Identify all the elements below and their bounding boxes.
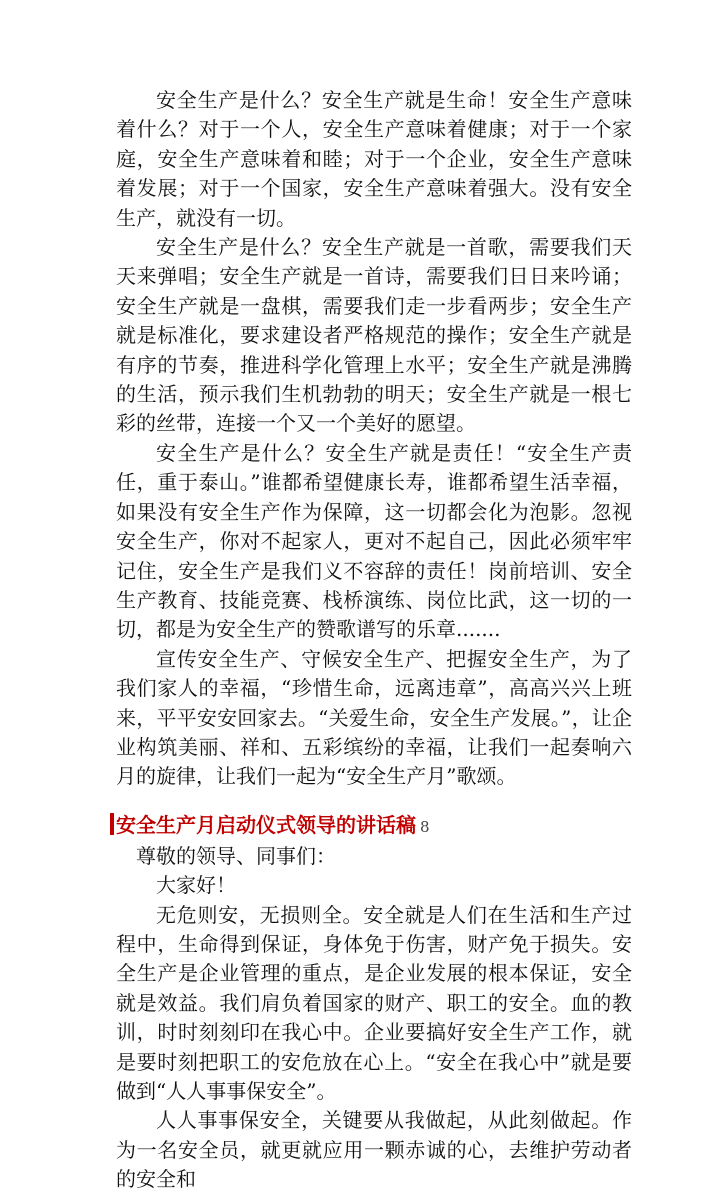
paragraph-life: 安全生产是什么？安全生产就是生命！安全生产意味着什么？对于一个人，安全生产意味着健康；对于一个家庭，安全生产意味着和睦；对于一个企业，安全生产意味着发展；对于一个国家，安全生产意味着强大。没有安全生产，就没有一切。 (116, 88, 632, 230)
paragraph-responsibility: 安全生产是什么？安全生产就是责任！“安全生产责任，重于泰山。”谁都希望健康长寿，谁都希望生活幸福，如果没有安全生产作为保障，这一切都会化为泡影。忽视安全生产，你对不起家人，更对不起自己，因此必须牢牢记住，安全生产是我们义不容辞的责任！岗前培训、安全生产教育、技能竞赛、栈桥演练、岗位比武，这一切的一切，都是为安全生产的赞歌谱写的乐章....... (116, 440, 632, 642)
heading-number: 8 (420, 817, 430, 836)
salutation: 尊敬的领导、同事们： (136, 843, 336, 868)
heading-marker-bar (110, 813, 114, 835)
paragraph-safety-definition: 无危则安，无损则全。安全就是人们在生活和生产过程中，生命得到保证，身体免于伤害，财产免于损失。安全生产是企业管理的重点，是企业发展的根本保证，安全就是效益。我们肩负着国家的财产、职工的安全。血的教训，时时刻刻印在我心中。企业要搞好安全生产工作，就是要时刻把职工的安危放在心上。“安全在我心中”就是要做到“人人事事保安全”。 (116, 902, 632, 1103)
paragraph-promotion: 宣传安全生产、守候安全生产、把握安全生产，为了我们家人的幸福，“珍惜生命，远离违章”，高高兴兴上班来，平平安安回家去。“关爱生命，安全生产发展。”，让企业构筑美丽、祥和、五彩缤纷的幸福，让我们一起奏响六月的旋律，让我们一起为“安全生产月”歌颂。 (116, 646, 632, 789)
greeting: 大家好！ (156, 873, 236, 898)
section-heading (110, 810, 632, 842)
heading-title: 安全生产月启动仪式领导的讲话稿 (116, 812, 416, 837)
paragraph-song: 安全生产是什么？安全生产就是一首歌，需要我们天天来弹唱；安全生产就是一首诗，需要我们日日来吟诵；安全生产就是一盘棋，需要我们走一步看两步；安全生产就是标准化，要求建设者严格规范的操作；安全生产就是有序的节奏，推进科学化管理上水平；安全生产就是沸腾的生活，预示我们生机勃勃的明天；安全生产就是一根七彩的丝带，连接一个又一个美好的愿望。 (116, 235, 632, 436)
document-body (116, 86, 632, 1195)
paragraph-start-from-me: 人人事事保安全，关键要从我做起，从此刻做起。作为一名安全员，就更就应用一颗赤诚的心，去维护劳动者的安全和 (116, 1108, 632, 1192)
